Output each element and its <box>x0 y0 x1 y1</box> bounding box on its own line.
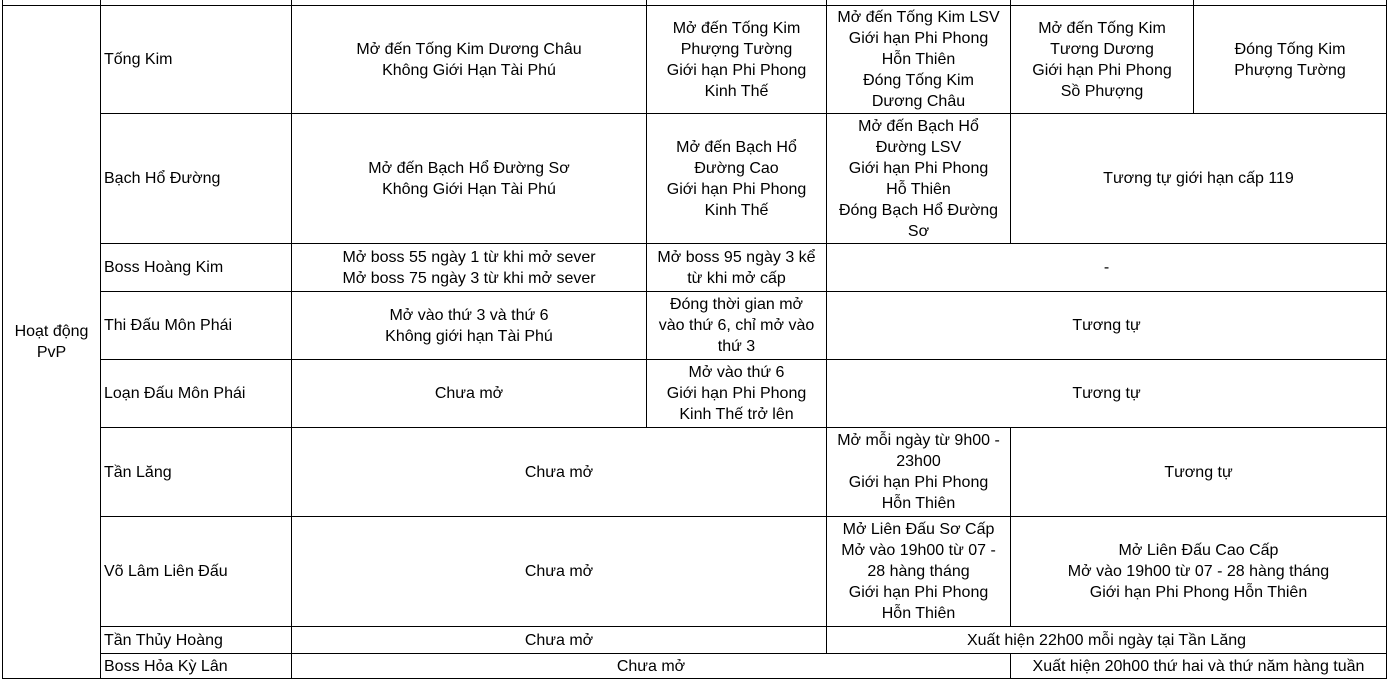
cell-line: Mở vào 19h00 từ 07 - 28 hàng tháng <box>1067 563 1330 580</box>
table-cell <box>1011 6 1194 114</box>
cell-line: Chưa mở <box>524 631 594 649</box>
cell-line: Giới hạn Phi Phong <box>848 584 989 601</box>
table-cell <box>827 517 1011 627</box>
cell-line: từ khi mở cấp <box>687 269 786 287</box>
table-row-boss-hoa-ky-lan <box>3 654 1387 679</box>
cell-line: Đóng Bạch Hổ Đường <box>838 201 999 219</box>
cell-line: Không Giới Hạn Tài Phú <box>382 180 556 198</box>
cell-line: Mở vào 19h00 từ 07 - <box>841 542 996 559</box>
cell-line: Đóng Tống Kim <box>1234 40 1346 58</box>
cell-line: Giới hạn Phi Phong <box>666 180 807 198</box>
cell-line: Mở đến Bạch Hổ Đường Sơ <box>368 159 570 177</box>
table-cell <box>827 428 1011 517</box>
cell-line: Mở Liên Đấu Cao Cấp <box>1118 542 1279 559</box>
cell-line: Giới hạn Phi Phong <box>666 61 807 79</box>
cell-line: Mở boss 95 ngày 3 kể <box>657 248 816 266</box>
cell-line: Không Giới Hạn Tài Phú <box>382 61 556 79</box>
activity-name: Bạch Hổ Đường <box>101 114 292 244</box>
cell-line: thứ 3 <box>717 338 756 355</box>
table-cell <box>1011 114 1387 244</box>
table-cell <box>1011 428 1387 517</box>
table-row-bach-ho-duong <box>3 114 1387 244</box>
cell-line: Chưa mở <box>524 563 594 580</box>
table-cell <box>292 6 647 114</box>
cell-line: Tương tự <box>1164 463 1233 481</box>
cell-line: Hỗn Thiên <box>881 495 956 512</box>
cell-line: Đóng Tống Kim <box>863 72 974 89</box>
cell-line: Mở đến Tống Kim Dương Châu <box>356 40 582 58</box>
table-cell <box>827 627 1387 654</box>
cell-line: Tương tự <box>1072 317 1141 334</box>
table-cell <box>647 360 827 428</box>
cell-line: Mở đến Tống Kim <box>672 19 801 37</box>
table-cell <box>827 244 1387 292</box>
activity-name: Tần Lăng <box>101 428 292 517</box>
cell-line: Giới hạn Phi Phong Hỗn Thiên <box>1089 584 1308 601</box>
table-row-loan-dau-mon-phai <box>3 360 1387 428</box>
cell-line: Kinh Thế <box>704 201 769 219</box>
cell-line: 28 hàng tháng <box>867 563 970 580</box>
cell-line: Chưa mở <box>434 385 504 402</box>
table-cell <box>827 6 1011 114</box>
cell-line: Mở vào thứ 6 <box>688 364 785 381</box>
table-cell <box>827 114 1011 244</box>
cell-line: Giới hạn Phi Phong <box>848 30 989 47</box>
cell-line: Kinh Thế <box>704 82 769 100</box>
activity-name: Võ Lâm Liên Đấu <box>101 517 292 627</box>
activity-name: Boss Hỏa Kỳ Lân <box>101 654 292 679</box>
cell-line: Dương Châu <box>871 93 966 110</box>
activity-name: Tống Kim <box>101 6 292 114</box>
table-cell <box>292 428 827 517</box>
category-label: Hoạt động <box>14 323 89 340</box>
cell-line: Sơ <box>907 222 930 240</box>
cell-line: Xuất hiện 22h00 mỗi ngày tại Tần Lăng <box>966 631 1247 649</box>
cell-line: 23h00 <box>896 453 941 470</box>
cell-line: Mở boss 75 ngày 3 từ khi mở sever <box>342 269 596 287</box>
cell-line: Tương Dương <box>1050 40 1154 58</box>
table-cell <box>647 114 827 244</box>
table-cell <box>647 292 827 360</box>
cell-line: Mở đến Tống Kim <box>1038 19 1166 37</box>
cell-line: Mở vào thứ 3 và thứ 6 <box>389 306 549 324</box>
table-cell <box>1011 517 1387 627</box>
table-cell <box>292 114 647 244</box>
cell-line: Giới hạn Phi Phong <box>666 385 807 402</box>
cell-line: Hỗn Thiên <box>881 605 956 622</box>
table-cell <box>1011 654 1387 679</box>
cell-line: Sồ Phượng <box>1060 82 1144 100</box>
cell-line: Mở đến Bạch Hổ <box>676 138 797 156</box>
cell-line: Chưa mở <box>616 657 686 675</box>
cell-line: Không giới hạn Tài Phú <box>385 327 553 345</box>
cell-line: Phượng Tường <box>680 40 793 58</box>
cell-line: Tương tự <box>1072 385 1141 402</box>
cell-line: Đường Cao <box>694 159 779 177</box>
cell-line: Đóng thời gian mở <box>669 296 804 313</box>
table-cell <box>292 244 647 292</box>
pvp-activities-table <box>2 0 1387 679</box>
cell-line: Hỗn Thiên <box>881 51 956 68</box>
table-cell <box>292 360 647 428</box>
cell-line: Phượng Tường <box>1234 61 1346 79</box>
cell-line: Tương tự giới hạn cấp 119 <box>1103 170 1294 187</box>
table-cell <box>647 244 827 292</box>
activity-name: Loạn Đấu Môn Phái <box>101 360 292 428</box>
cell-line: Kinh Thế trở lên <box>679 406 794 423</box>
table-row-boss-hoang-kim <box>3 244 1387 292</box>
activity-name: Thi Đấu Môn Phái <box>101 292 292 360</box>
cell-line: Đường LSV <box>875 138 962 156</box>
cell-line: vào thứ 6, chỉ mở vào <box>658 317 815 334</box>
cell-line: - <box>1103 259 1110 276</box>
category-cell <box>3 6 101 679</box>
cell-line: Hỗ Thiên <box>886 180 951 198</box>
cell-line: Giới hạn Phi Phong <box>848 474 989 491</box>
category-label: PvP <box>36 344 67 361</box>
table-row-vo-lam-lien-dau <box>3 517 1387 627</box>
cell-line: Mở Liên Đấu Sơ Cấp <box>842 521 995 538</box>
cell-line: Xuất hiện 20h00 thứ hai và thứ năm hàng tuần <box>1032 657 1365 675</box>
cell-line: Giới hạn Phi Phong <box>848 159 989 177</box>
activity-name: Tần Thủy Hoàng <box>101 627 292 654</box>
cell-line: Mở đến Tống Kim LSV <box>837 9 1000 26</box>
cell-line: Giới hạn Phi Phong <box>1032 61 1172 79</box>
table-cell <box>1194 6 1387 114</box>
table-cell <box>292 627 827 654</box>
cell-line: Mở boss 55 ngày 1 từ khi mở sever <box>342 248 596 266</box>
table-row-tong-kim <box>3 6 1387 114</box>
table-cell <box>292 654 1011 679</box>
table-cell <box>292 292 647 360</box>
table-row-tan-lang <box>3 428 1387 517</box>
table-cell <box>827 360 1387 428</box>
table-cell <box>647 6 827 114</box>
activity-name: Boss Hoàng Kim <box>101 244 292 292</box>
table-cell <box>827 292 1387 360</box>
cell-line: Mở mỗi ngày từ 9h00 - <box>837 432 1000 449</box>
cell-line: Chưa mở <box>524 463 594 481</box>
cell-line: Mở đến Bạch Hổ <box>858 117 979 135</box>
table-cell <box>292 517 827 627</box>
table-row-tan-thuy-hoang <box>3 627 1387 654</box>
table-row-thi-dau-mon-phai <box>3 292 1387 360</box>
